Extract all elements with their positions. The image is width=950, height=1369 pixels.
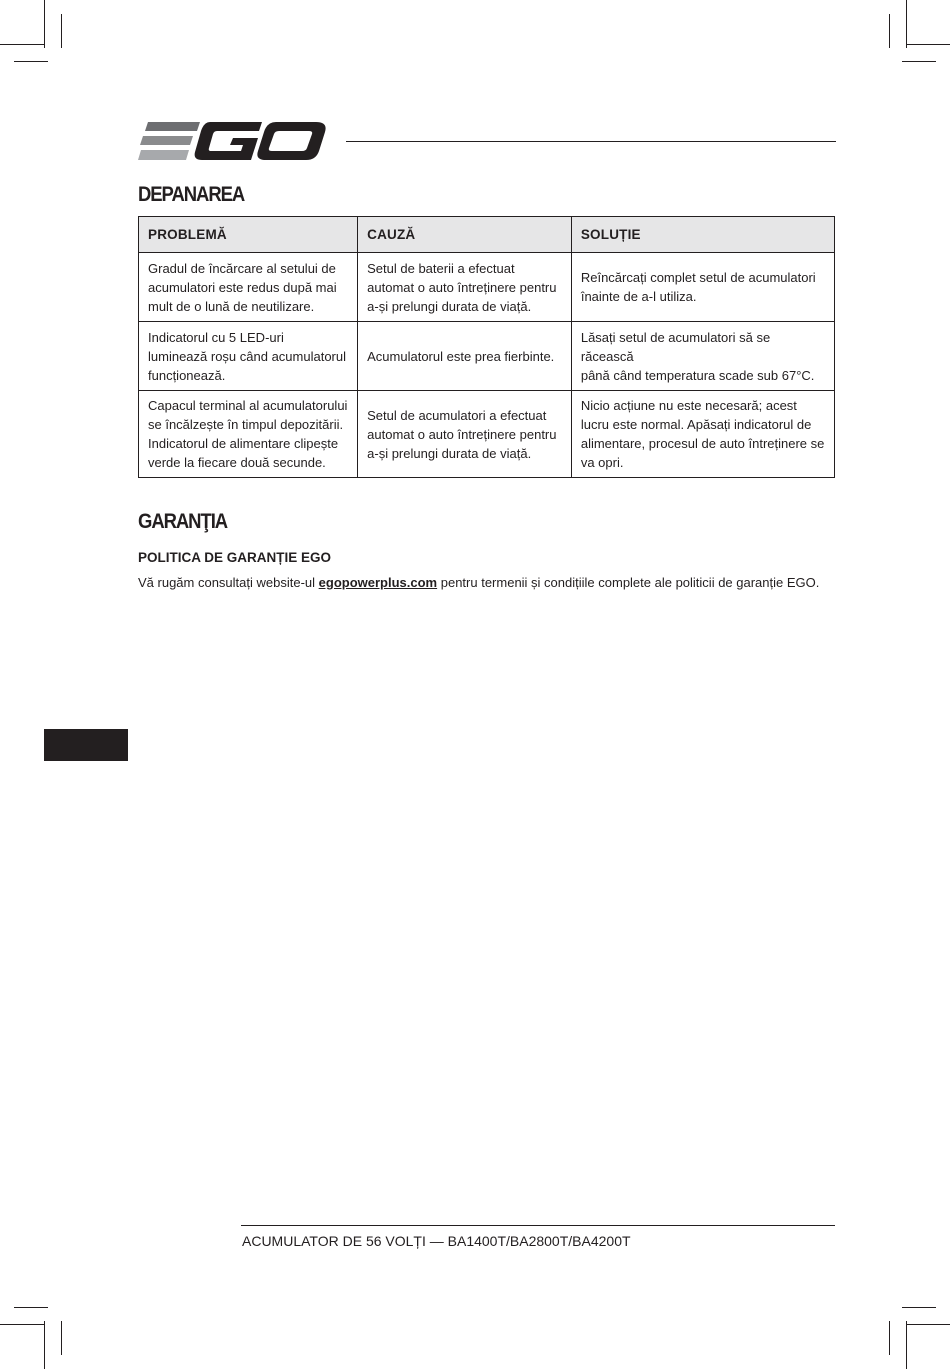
crop-mark (906, 1321, 907, 1369)
cause-cell (358, 253, 572, 322)
footer-rule (241, 1225, 835, 1226)
ego-logo (138, 120, 326, 162)
section-title-warranty: GARANŢIA (138, 510, 228, 533)
cell-line: Acumulatorul este prea fierbinte. (367, 348, 555, 364)
warranty-text-after: pentru termenii și condițiile complete ale politicii de garanție EGO. (437, 575, 820, 590)
crop-mark (902, 61, 936, 62)
header-problem: PROBLEMĂ (139, 217, 358, 253)
cell-line: a-și prelungi durata de viață. (367, 445, 532, 461)
cause-cell (358, 322, 572, 391)
header-rule (346, 141, 836, 142)
crop-mark (906, 0, 907, 48)
header-cause: CAUZĂ (358, 217, 572, 253)
table-row (139, 391, 835, 478)
crop-mark (61, 1321, 62, 1355)
crop-mark (0, 1324, 44, 1325)
cell-line: Indicatorul cu 5 LED-uri (148, 329, 284, 345)
crop-mark (14, 1307, 48, 1308)
cell-line: înainte de a-l utiliza. (580, 289, 697, 304)
table-header-row (139, 217, 835, 253)
crop-mark (61, 14, 62, 48)
footer-text: ACUMULATOR DE 56 VOLȚI — BA1400T/BA2800T/BA4200T (242, 1233, 631, 1249)
crop-mark (44, 1321, 45, 1369)
cell-line: lucru este normal. Apăsați indicatorul de (580, 417, 812, 432)
problem-cell (139, 322, 358, 391)
cell-line: automat o auto întreținere pentru (367, 426, 557, 442)
cell-line: acumulatori este redus după mai (148, 279, 337, 295)
problem-cell (139, 253, 358, 322)
crop-mark (0, 44, 44, 45)
crop-mark (44, 0, 45, 48)
cause-cell (358, 391, 572, 478)
language-side-tab (44, 729, 128, 761)
section-title-troubleshooting: DEPANAREA (138, 183, 245, 206)
cell-line: Lăsați setul de acumulatori să se răcească (580, 329, 771, 364)
cell-line: automat o auto întreținere pentru (367, 279, 557, 295)
cell-line: verde la fiecare două secunde. (148, 455, 326, 470)
cell-line: Setul de acumulatori a efectuat (367, 407, 547, 423)
cell-line: funcționează. (148, 367, 226, 383)
cell-line: Nicio acțiune nu este necesară; acest (580, 398, 797, 413)
problem-cell (139, 391, 358, 478)
cell-line: va opri. (580, 455, 624, 470)
cell-line: luminează roșu când acumulatorul (148, 348, 346, 364)
crop-mark (906, 44, 950, 45)
warranty-text-before: Vă rugăm consultați website-ul (138, 575, 319, 590)
solution-cell (571, 391, 834, 478)
crop-mark (902, 1307, 936, 1308)
warranty-paragraph (138, 575, 819, 590)
crop-mark (889, 14, 890, 48)
cell-line: Reîncărcați complet setul de acumulatori (580, 270, 816, 285)
solution-cell (571, 322, 834, 391)
warranty-subtitle: POLITICA DE GARANȚIE EGO (138, 550, 332, 565)
solution-cell (571, 253, 834, 322)
table-row (139, 253, 835, 322)
cell-line: Indicatorul de alimentare clipește (148, 436, 339, 451)
cell-line: Gradul de încărcare al setului de (148, 260, 336, 276)
cell-line: până când temperatura scade sub 67°C. (580, 367, 815, 383)
header-solution: SOLUȚIE (571, 217, 834, 253)
troubleshooting-table (138, 216, 835, 478)
cell-line: Setul de baterii a efectuat (367, 260, 515, 276)
crop-mark (14, 61, 48, 62)
cell-line: Capacul terminal al acumulatorului (148, 398, 348, 413)
website-link[interactable]: egopowerplus.com (318, 575, 438, 590)
table-row (139, 322, 835, 391)
crop-mark (906, 1324, 950, 1325)
cell-line: mult de o lună de neutilizare. (148, 298, 315, 314)
cell-line: alimentare, procesul de auto întreținere se (580, 436, 825, 451)
cell-line: se încălzește în timpul depozitării. (148, 417, 344, 432)
cell-line: a-și prelungi durata de viață. (367, 298, 532, 314)
crop-mark (889, 1321, 890, 1355)
